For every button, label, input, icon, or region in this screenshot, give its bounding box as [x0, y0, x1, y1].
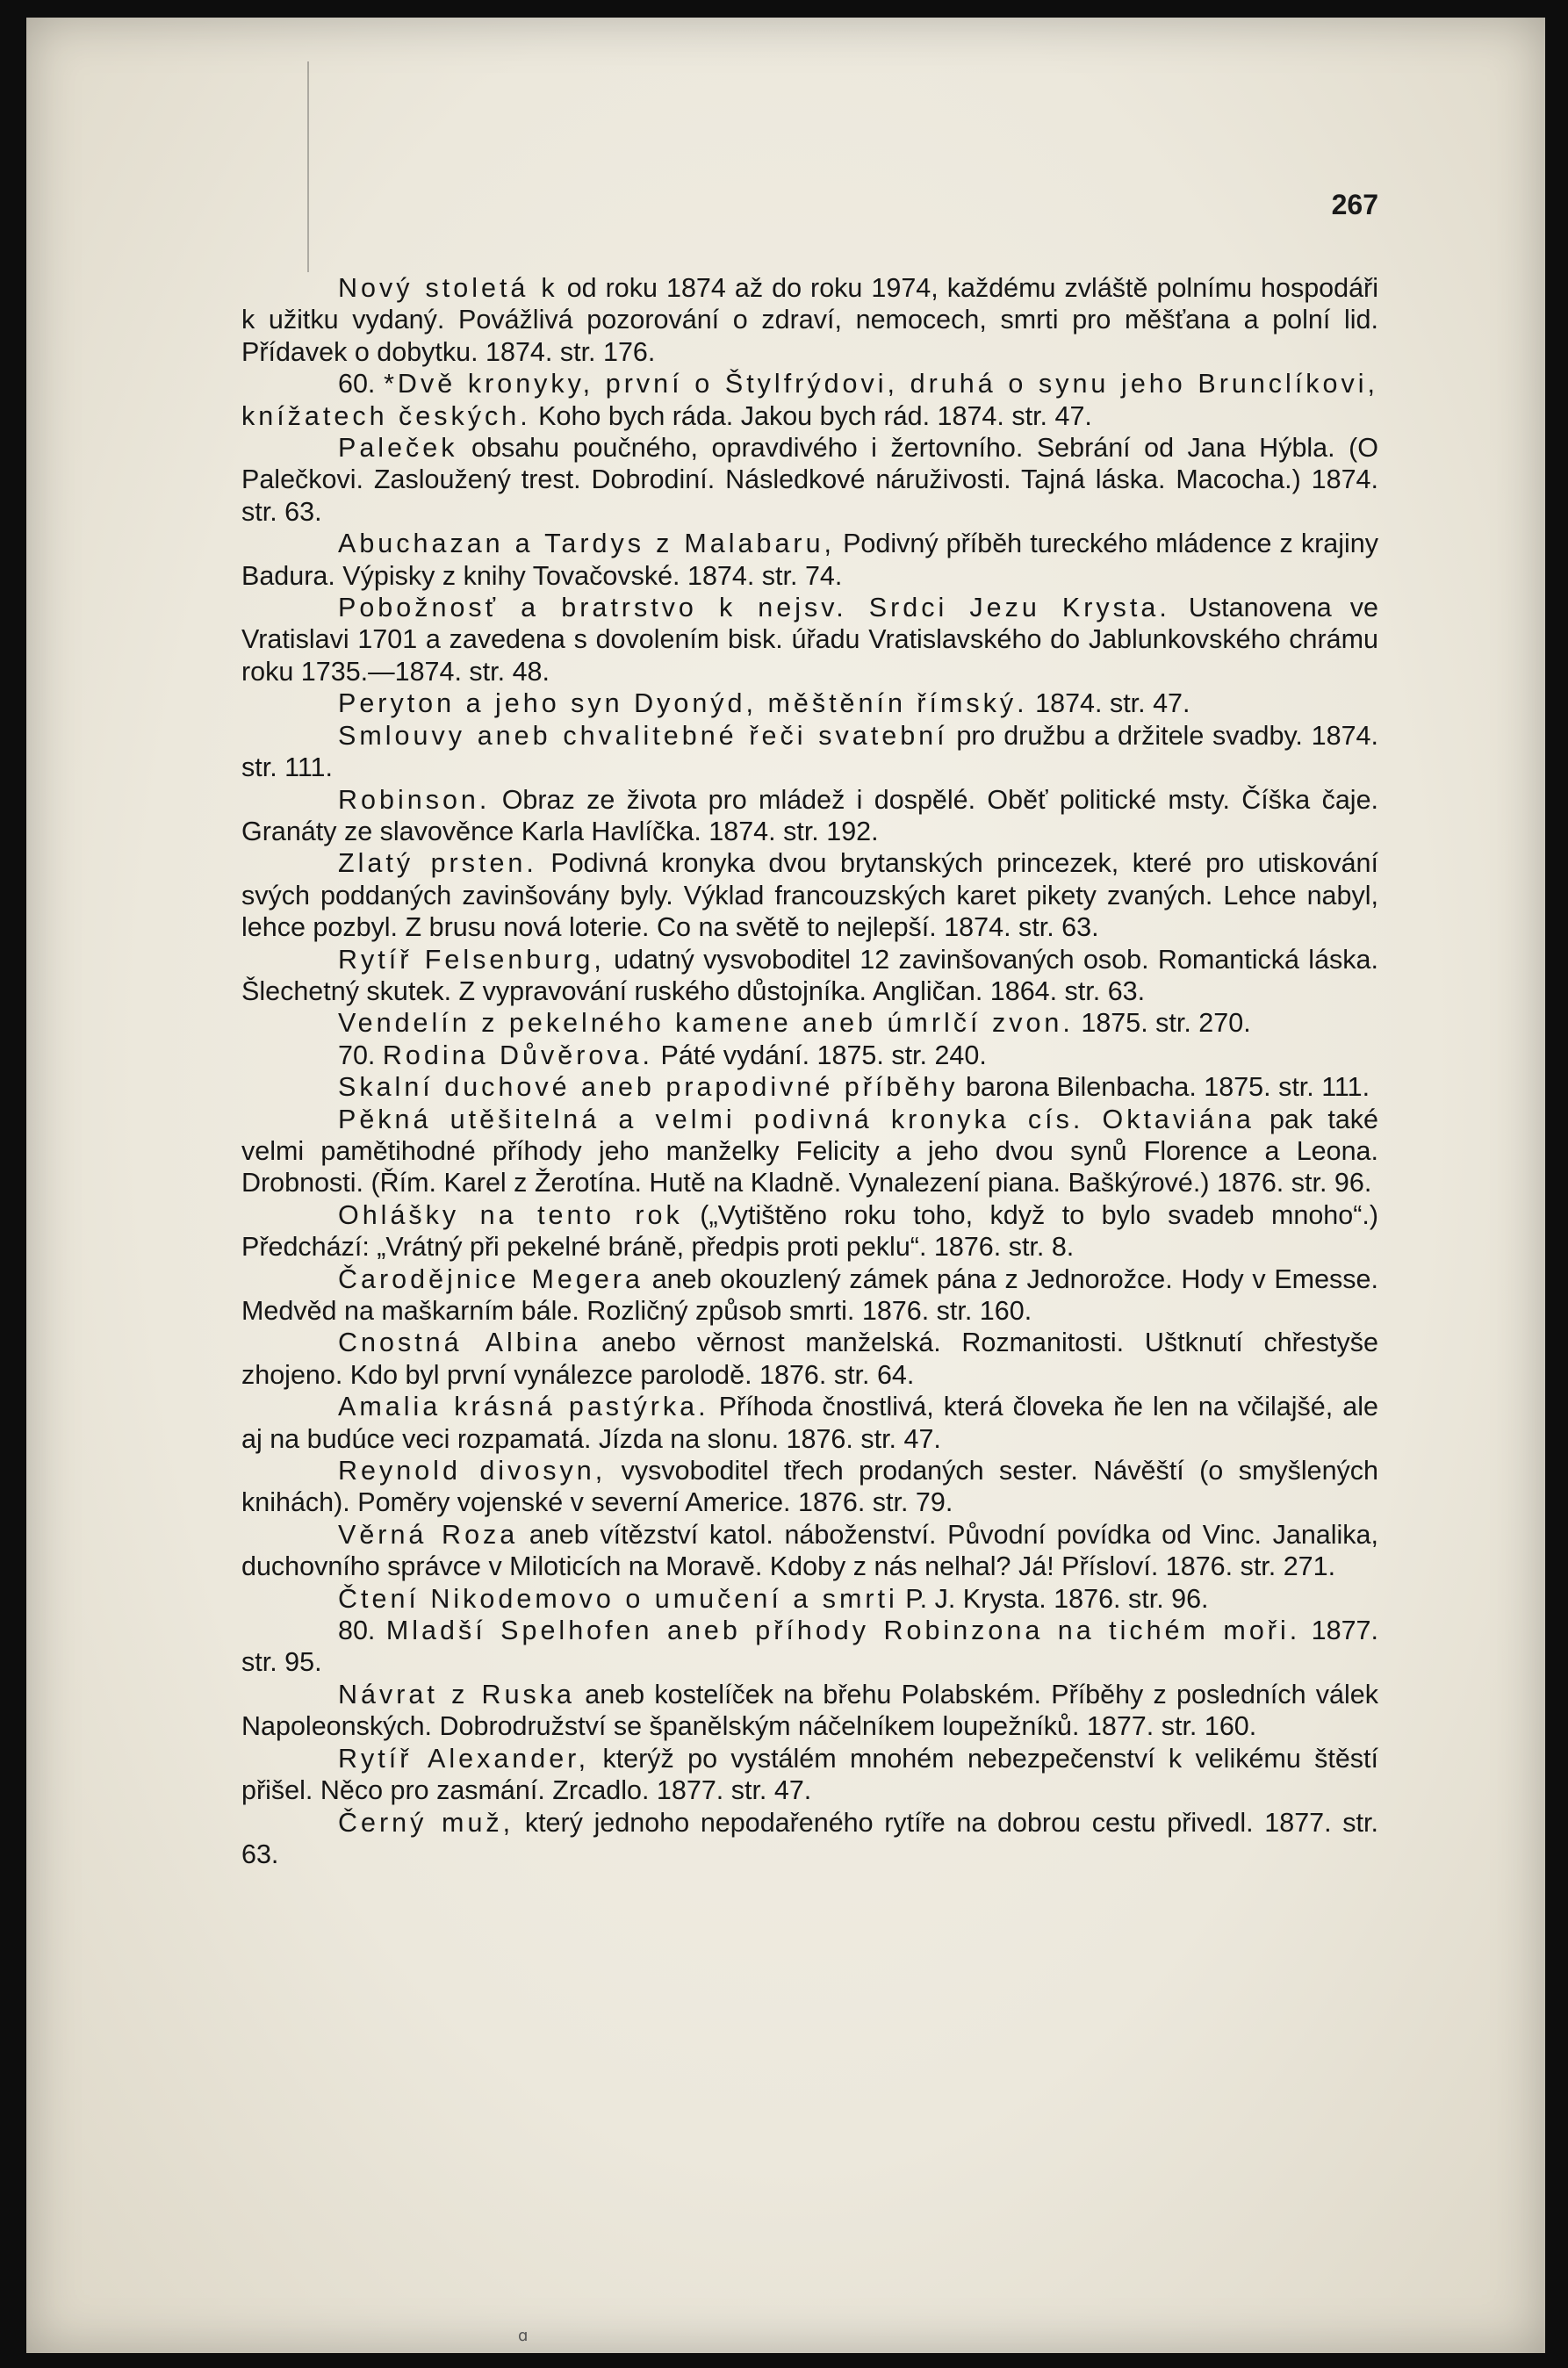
entry-title: Rytíř Felsenburg, — [338, 944, 605, 975]
entry-text: od roku 1874 až do roku 1974, každému zvláště polnímu hospodáři k užitku vydaný. Povážlivá pozorování o zdraví, nemocech, smrti pro měšťana a polní lid. Přídavek o dobytku. 1874. str. 176. — [241, 273, 1378, 367]
list-item — [241, 1679, 1378, 1743]
entry-title: Smlouvy aneb chvalitebné řeči svatební — [338, 720, 948, 751]
printer-mark: ɑ — [518, 2327, 529, 2345]
list-item — [241, 1040, 1378, 1071]
list-item — [241, 1071, 1378, 1103]
entry-number: 60. — [338, 369, 385, 399]
list-item — [241, 1807, 1378, 1871]
entry-title: Paleček — [338, 433, 458, 464]
entry-text: pak také velmi pamětihodné příhody jeho manželky Felicity a jeho dvou synů Florence a Leona. Drobnosti. (Řím. Karel z Žerotína. Hutě na Kladně. Vynalezení piana. Baškýrové.) 1876. str. 96. — [241, 1104, 1378, 1198]
entry-text: Ustanovena ve Vratislavi 1701 a zavedena s dovolením bisk. úřadu Vratislavského do Jablunkovského chrámu roku 1735.—1874. str. 48. — [241, 593, 1378, 687]
entry-title: Čarodějnice Megera — [338, 1263, 644, 1294]
entry-text: udatný vysvoboditel 12 zavinšovaných osob. Romantická láska. Šlechetný skutek. Z vypravování ruského důstojníka. Angličan. 1864. str. 63. — [241, 944, 1378, 1006]
list-item — [241, 720, 1378, 784]
list-item — [241, 368, 1378, 432]
list-item — [241, 1104, 1378, 1199]
list-item — [241, 687, 1378, 719]
entry-text: Obraz ze života pro mládež i dospělé. Oběť politické msty. Číška čaje. Granáty ze slavověnce Karla Havlíčka. 1874. str. 192. — [241, 784, 1379, 846]
entry-text: barona Bilenbacha. 1875. str. 111. — [965, 1072, 1370, 1103]
entry-text: Podivný příběh tureckého mládence z krajiny Badura. Výpisky z knihy Tovačovské. 1874. str. 74. — [241, 529, 1378, 591]
bibliography-list — [241, 272, 1378, 1870]
entry-title: Nový stoletá k — [338, 273, 558, 303]
entry-title: Pěkná utěšitelná a velmi podivná kronyka cís. Oktaviána — [338, 1104, 1255, 1134]
list-item — [241, 1199, 1378, 1263]
entry-text: 1874. str. 47. — [1035, 688, 1190, 719]
entry-title: Rytíř Alexander, — [338, 1743, 590, 1774]
entry-title: Čtení Nikodemovo o umučení a smrti — [338, 1583, 898, 1614]
page-number: 267 — [1331, 189, 1378, 220]
paper-crease — [307, 61, 309, 272]
entry-number: 80. — [338, 1616, 386, 1646]
entry-title: Rodina Důvěrova. — [382, 1040, 654, 1070]
entry-text: Páté vydání. 1875. str. 240. — [660, 1040, 987, 1070]
entry-title: Vendelín z pekelného kamene aneb úmrlčí zvon. — [338, 1008, 1074, 1039]
list-item — [241, 592, 1378, 687]
entry-text: 1877. str. 95. — [241, 1616, 1378, 1678]
entry-title: Věrná Roza — [338, 1519, 519, 1550]
list-item — [241, 1615, 1378, 1679]
entry-title: Abuchazan a Tardys z Malabaru, — [338, 529, 836, 559]
list-item — [241, 1327, 1378, 1391]
entry-text: P. J. Krysta. 1876. str. 96. — [905, 1583, 1209, 1614]
entry-text: který jednoho nepodařeného rytíře na dobrou cestu přivedl. 1877. str. 63. — [241, 1807, 1378, 1869]
list-item — [241, 1743, 1378, 1807]
entry-title: Návrat z Ruska — [338, 1679, 576, 1709]
list-item — [241, 1583, 1378, 1615]
list-item — [241, 432, 1378, 528]
entry-text: pro družbu a držitele svadby. 1874. str. 111. — [241, 720, 1378, 783]
entry-text: kterýž po vystálém mnohém nebezpečenství k velikému štěstí přišel. Něco pro zasmání. Zrcadlo. 1877. str. 47. — [241, 1743, 1378, 1806]
entry-text: aneb kostelíček na břehu Polabském. Příběhy z posledních válek Napoleonských. Dobrodružství se španělským náčelníkem loupežníků. 1877. str. 160. — [241, 1679, 1378, 1742]
entry-title: Skalní duchové aneb prapodivné příběhy — [338, 1072, 959, 1103]
entry-title: Mladší Spelhofen aneb příhody Robinzona na tichém moři. — [385, 1616, 1301, 1646]
entry-title: Ohlášky na tento rok — [338, 1199, 683, 1230]
list-item — [241, 1007, 1378, 1039]
entry-text: Podivná kronyka dvou brytanských princezek, které pro utiskování svých poddaných zavinšovány byly. Výklad francouzských karet pikety zvaných. Lehce nabyl, lehce pozbyl. Z brusu nová loterie. Co na světě to nejlepší. 1874. str. 63. — [241, 848, 1378, 943]
entry-text: obsahu poučného, opravdivého i žertovního. Sebrání od Jana Hýbla. (O Palečkovi. Zasloužený trest. Dobrodiní. Následkové náruživosti. Tajná láska. Macocha.) 1874. str. 63. — [241, 433, 1378, 527]
entry-title: Cnostná Albina — [338, 1328, 581, 1358]
entry-title: Amalia krásná pastýrka. — [338, 1392, 709, 1422]
book-page — [26, 18, 1545, 2353]
entry-text: aneb vítězství katol. náboženství. Původní povídka od Vinc. Janalika, duchovního správce v Miloticích na Moravě. Kdoby z nás nelhal? Já! Přísloví. 1876. str. 271. — [241, 1519, 1378, 1582]
entry-text: Koho bych ráda. Jakou bych rád. 1874. str. 47. — [538, 400, 1092, 431]
list-item — [241, 528, 1378, 592]
list-item — [241, 1519, 1378, 1583]
list-item — [241, 272, 1378, 368]
entry-text: aneb okouzlený zámek pána z Jednorožce. Hody v Emesse. Medvěd na maškarním bále. Rozličný způsob smrti. 1876. str. 160. — [241, 1263, 1378, 1326]
entry-text: Příhoda čnostlivá, která človeka ňe len na včilajšé, ale aj na budúce veci rozpamatá. Jízda na slonu. 1876. str. 47. — [241, 1392, 1378, 1454]
list-item — [241, 1391, 1378, 1455]
entry-title: Reynold divosyn, — [338, 1456, 607, 1486]
entry-text: vysvoboditel třech prodaných sester. Návěští (o smyšlených knihách). Poměry vojenské v severní Americe. 1876. str. 79. — [241, 1456, 1379, 1518]
entry-title: Zlatý prsten. — [338, 848, 537, 879]
list-item — [241, 847, 1378, 943]
list-item — [241, 784, 1378, 848]
entry-title: *Dvě kronyky, první o Štylfrýdovi, druhá o synu jeho Brunclíkovi, knížatech českých. — [241, 369, 1379, 431]
entry-number: 70. — [338, 1040, 383, 1070]
list-item — [241, 944, 1378, 1008]
entry-title: Pobožnosť a bratrstvo k nejsv. Srdci Jezu Krysta. — [338, 593, 1170, 623]
entry-title: Robinson. — [338, 784, 491, 815]
list-item — [241, 1263, 1378, 1328]
entry-text: („Vytištěno roku toho, když to bylo svadeb mnoho“.) Předchází: „Vrátný při pekelné bráně, předpis proti peklu“. 1876. str. 8. — [241, 1199, 1378, 1263]
entry-title: Černý muž, — [338, 1807, 514, 1838]
list-item — [241, 1455, 1378, 1519]
entry-text: anebo věrnost manželská. Rozmanitosti. Uštknutí chřestyše zhojeno. Kdo byl první vynálezce parolodě. 1876. str. 64. — [241, 1328, 1378, 1390]
entry-text: 1875. str. 270. — [1081, 1008, 1251, 1039]
entry-title: Peryton a jeho syn Dyonýd, měštěnín římský. — [338, 688, 1028, 719]
